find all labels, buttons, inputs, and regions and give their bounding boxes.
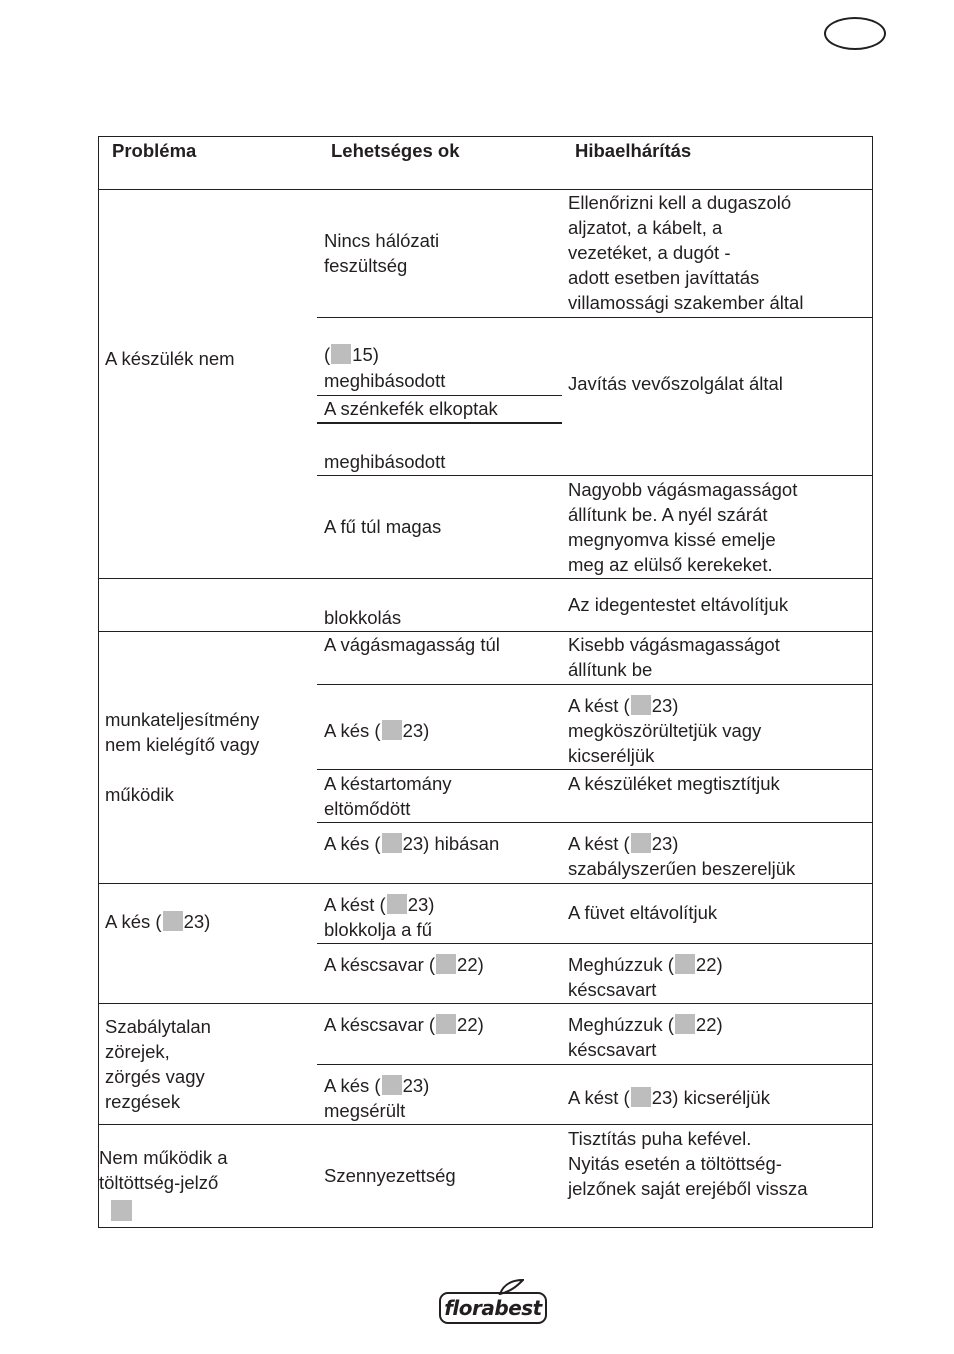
part-number-icon	[382, 720, 402, 740]
fix-tighten-blade-screw: Meghúzzuk ( 22)	[568, 954, 723, 975]
cause-blade-wrongly-installed: A kés ( 23) hibásan	[324, 833, 500, 854]
language-badge-oval	[824, 17, 886, 50]
part-number-icon	[631, 695, 651, 715]
cause-part-defective: ( 15)	[324, 344, 379, 365]
cause-blade-screw-loose-2: A késcsavar ( 22)	[324, 1014, 484, 1035]
cause-carbon-brushes-worn: A szénkefék elkoptak	[324, 398, 498, 419]
problem-poor-performance: munkateljesítmény nem kielégítő vagy működik	[105, 709, 260, 805]
cause-blade-damaged: A kés ( 23)	[324, 1075, 430, 1096]
fix-remove-grass: A füvet eltávolítjuk	[568, 902, 718, 923]
cause-dirt: Szennyezettség	[324, 1165, 456, 1186]
table-divider	[317, 475, 873, 476]
problem-fill-indicator-not-working: Nem működik a töltöttség-jelző	[99, 1147, 228, 1193]
table-divider	[317, 1064, 873, 1065]
part-number-icon	[382, 833, 402, 853]
table-divider	[98, 578, 873, 579]
fix-tighten-blade-screw-2: Meghúzzuk ( 22)	[568, 1014, 723, 1035]
cause-motor-defective: meghibásodott	[324, 451, 446, 472]
table-divider	[98, 883, 873, 884]
column-header-cause: Lehetséges ok	[331, 140, 460, 161]
fill-indicator-icon	[111, 1200, 132, 1221]
table-divider	[317, 769, 873, 770]
florabest-logo: florabest	[439, 1292, 547, 1324]
fix-tighten-blade-screw-2-rest: késcsavart	[568, 1039, 657, 1060]
cause-cutting-height-too-low: A vágásmagasság túl	[324, 634, 500, 655]
part-number-icon	[436, 1014, 456, 1034]
fix-customer-service-repair: Javítás vevőszolgálat által	[568, 373, 783, 394]
part-number-icon	[675, 954, 695, 974]
part-number-icon	[631, 1087, 651, 1107]
table-divider	[317, 317, 873, 318]
part-number-icon	[631, 833, 651, 853]
cause-blade-blunt: A kés ( 23)	[324, 720, 430, 741]
part-number-icon	[331, 344, 351, 364]
part-number-icon	[382, 1075, 402, 1095]
column-header-fix: Hibaelhárítás	[575, 140, 692, 161]
part-number-icon	[436, 954, 456, 974]
table-divider	[317, 822, 873, 823]
cause-grass-blocks-blade: A kést ( 23)	[324, 894, 435, 915]
fix-sharpen-blade: A kést ( 23)	[568, 695, 679, 716]
problem-irregular-noises: Szabálytalan zörejek, zörgés vagy rezgések	[105, 1016, 211, 1112]
fix-check-socket-cable: Ellenőrizni kell a dugaszoló aljzatot, a kábelt, a vezetéket, a dugót - adott esetben javíttatás villamossági szakember által	[568, 192, 804, 313]
fix-clean-device: A készüléket megtisztítjuk	[568, 773, 780, 794]
part-number-icon	[675, 1014, 695, 1034]
cause-blade-screw-loose: A késcsavar ( 22)	[324, 954, 484, 975]
fix-tighten-blade-screw-rest: késcsavart	[568, 979, 657, 1000]
table-divider	[317, 684, 873, 685]
part-number-icon	[387, 894, 407, 914]
fix-sharpen-blade-rest: megköszörültetjük vagy kicseréljük	[568, 720, 762, 766]
table-divider	[317, 943, 873, 944]
table-divider	[317, 422, 562, 424]
fix-increase-cutting-height: Nagyobb vágásmagasságot állítunk be. A nyél szárát megnyomva kissé emelje meg az elülső kerekeket.	[568, 479, 798, 575]
cause-grass-too-high: A fű túl magas	[324, 516, 442, 537]
column-header-problem: Probléma	[112, 140, 197, 161]
problem-blade-not-turning: A kés ( 23)	[105, 911, 211, 932]
fix-replace-blade: A kést ( 23) kicseréljük	[568, 1087, 770, 1108]
fix-clean-with-brush: Tisztítás puha kefével. Nyitás esetén a töltöttség- jelzőnek saját erejéből vissza	[568, 1128, 808, 1199]
cause-no-mains-voltage: Nincs hálózati feszültség	[324, 230, 440, 276]
fix-install-blade: A kést ( 23)	[568, 833, 679, 854]
cause-blade-area-clogged: A késtartomány eltömődött	[324, 773, 452, 819]
cause-grass-blocks-blade-rest: blokkolja a fű	[324, 919, 432, 940]
cause-blockage: blokkolás	[324, 607, 402, 628]
table-divider	[98, 1003, 873, 1004]
cause-blade-damaged-rest: megsérült	[324, 1100, 406, 1121]
fix-install-blade-rest: szabályszerűen beszereljük	[568, 858, 796, 879]
part-number-icon	[163, 911, 183, 931]
problem-device-not-working: A készülék nem	[105, 348, 235, 369]
fix-remove-foreign-body: Az idegentestet eltávolítjuk	[568, 594, 789, 615]
table-divider	[98, 1124, 873, 1125]
cause-part-defective-line2: meghibásodott	[324, 370, 446, 391]
fix-lower-cutting-height: Kisebb vágásmagasságot állítunk be	[568, 634, 780, 680]
